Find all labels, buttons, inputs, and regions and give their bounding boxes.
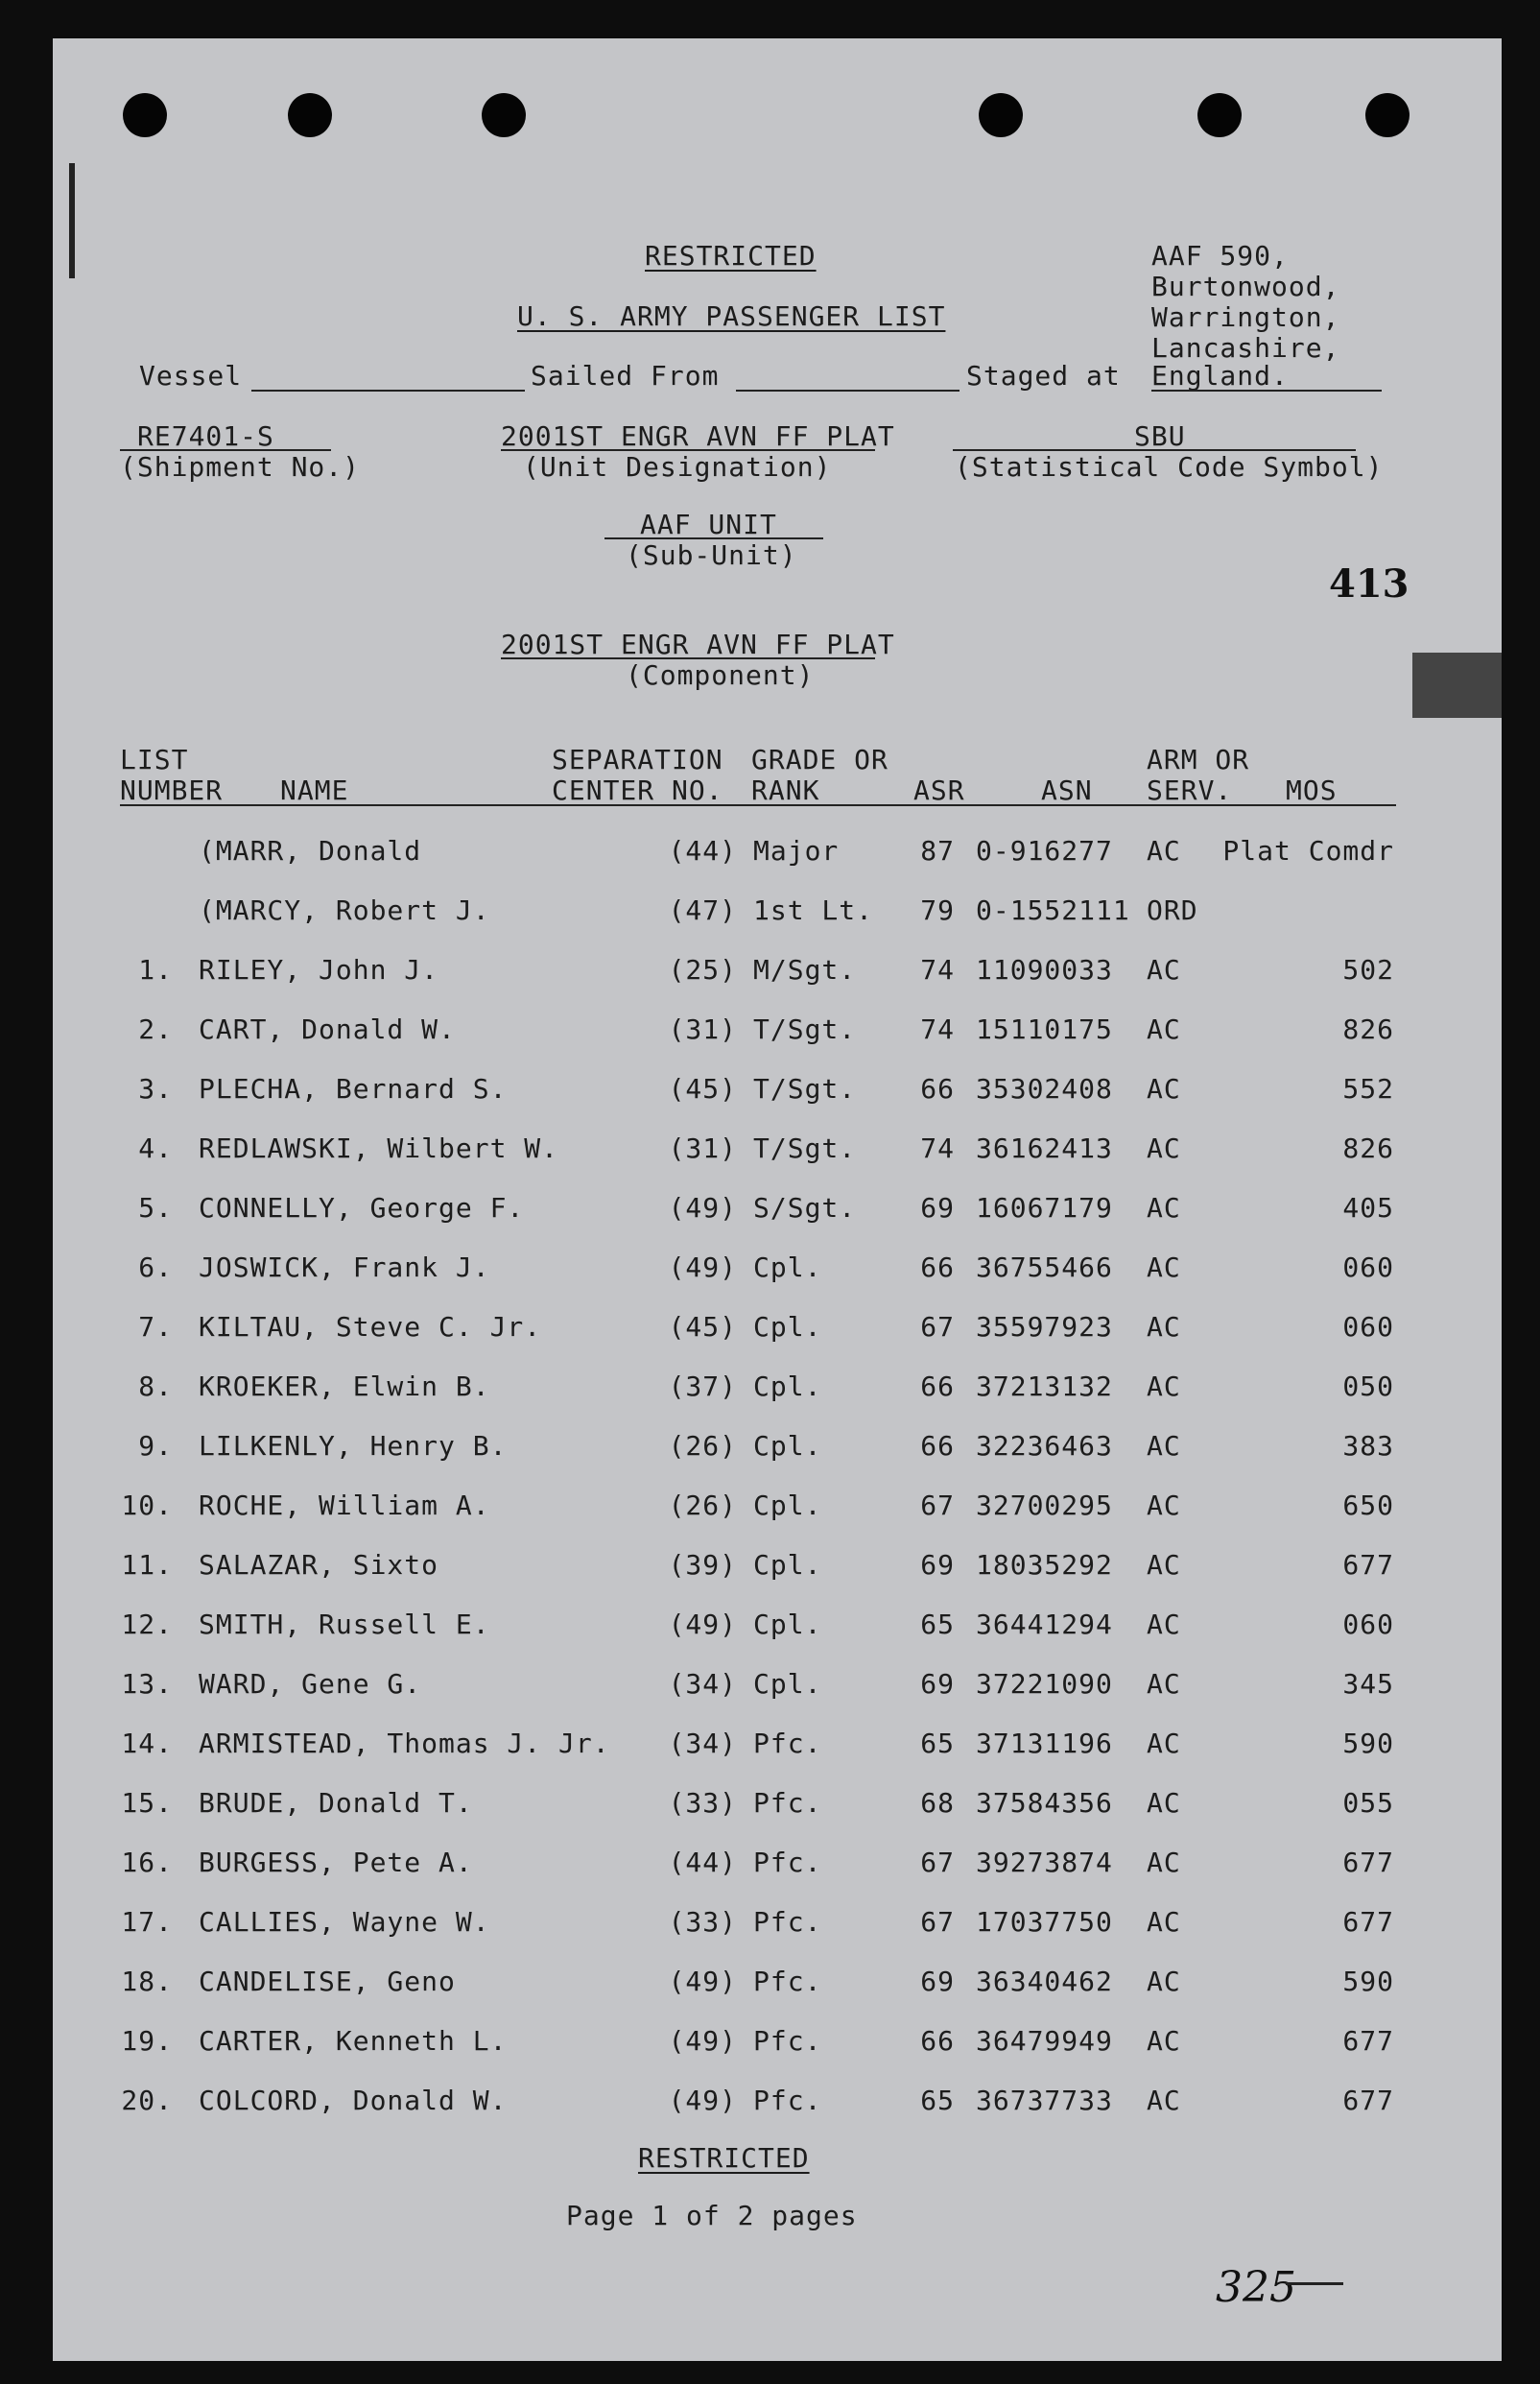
col-name: NAME	[280, 775, 349, 806]
row-name: (MARCY, Robert J.	[199, 894, 490, 926]
row-separation-center: (25)	[668, 954, 737, 986]
row-mos: 345	[1342, 1668, 1394, 1700]
row-asr: 74	[920, 954, 955, 986]
row-grade: Pfc.	[753, 1847, 822, 1878]
row-asn: 18035292	[976, 1549, 1113, 1581]
row-number: 10.	[121, 1490, 173, 1521]
row-name: REDLAWSKI, Wilbert W.	[199, 1132, 559, 1164]
row-number: 14.	[121, 1728, 173, 1759]
document-page	[53, 38, 1502, 2361]
col-grade-2: RANK	[751, 775, 820, 806]
row-asr: 74	[920, 1132, 955, 1164]
row-mos: 060	[1342, 1252, 1394, 1283]
row-asn: 16067179	[976, 1192, 1113, 1224]
row-asr: 68	[920, 1787, 955, 1819]
statistical-code-label: (Statistical Code Symbol)	[955, 451, 1384, 483]
row-separation-center: (49)	[668, 1609, 737, 1640]
row-arm: AC	[1147, 954, 1181, 986]
row-name: ARMISTEAD, Thomas J. Jr.	[199, 1728, 610, 1759]
header-rule	[120, 804, 1396, 806]
row-grade: Cpl.	[753, 1371, 822, 1402]
staged-at-label: Staged at	[966, 360, 1121, 392]
row-mos: 552	[1342, 1073, 1394, 1105]
row-arm: AC	[1147, 1966, 1181, 1997]
row-arm: AC	[1147, 1728, 1181, 1759]
row-number: 6.	[138, 1252, 173, 1283]
punch-hole	[482, 93, 526, 137]
punch-hole	[288, 93, 332, 137]
row-asr: 69	[920, 1668, 955, 1700]
row-name: RILEY, John J.	[199, 954, 439, 986]
row-mos: 405	[1342, 1192, 1394, 1224]
row-separation-center: (34)	[668, 1668, 737, 1700]
vessel-label: Vessel	[139, 360, 243, 392]
row-asr: 66	[920, 2025, 955, 2057]
col-asn: ASN	[1041, 775, 1093, 806]
row-name: CARTER, Kenneth L.	[199, 2025, 508, 2057]
row-mos: 502	[1342, 954, 1394, 986]
row-mos: 060	[1342, 1311, 1394, 1343]
row-separation-center: (45)	[668, 1311, 737, 1343]
row-grade: Cpl.	[753, 1490, 822, 1521]
station-line-3: Warrington,	[1151, 301, 1340, 333]
row-mos: 383	[1342, 1430, 1394, 1462]
row-number: 1.	[138, 954, 173, 986]
row-number: 13.	[121, 1668, 173, 1700]
handwritten-stroke	[1286, 2282, 1343, 2285]
row-name: SMITH, Russell E.	[199, 1609, 490, 1640]
row-asn: 37221090	[976, 1668, 1113, 1700]
row-asn: 36441294	[976, 1609, 1113, 1640]
row-mos: 590	[1342, 1728, 1394, 1759]
row-asn: 0-1552111	[976, 894, 1130, 926]
row-arm: AC	[1147, 2025, 1181, 2057]
row-arm: AC	[1147, 1847, 1181, 1878]
row-mos: 590	[1342, 1966, 1394, 1997]
col-arm-2: SERV.	[1147, 775, 1233, 806]
row-asn: 35302408	[976, 1073, 1113, 1105]
row-asr: 66	[920, 1371, 955, 1402]
row-number: 5.	[138, 1192, 173, 1224]
row-asr: 67	[920, 1311, 955, 1343]
row-separation-center: (47)	[668, 894, 737, 926]
row-arm: AC	[1147, 1132, 1181, 1164]
row-asr: 67	[920, 1906, 955, 1938]
row-grade: M/Sgt.	[753, 954, 857, 986]
staged-at-value: England.	[1151, 360, 1289, 392]
row-asn: 17037750	[976, 1906, 1113, 1938]
station-line-4: Lancashire,	[1151, 332, 1340, 364]
col-arm-1: ARM OR	[1147, 744, 1250, 775]
row-grade: Cpl.	[753, 1311, 822, 1343]
col-list-number-2: NUMBER	[120, 775, 224, 806]
row-asr: 65	[920, 2085, 955, 2116]
row-asn: 39273874	[976, 1847, 1113, 1878]
row-separation-center: (34)	[668, 1728, 737, 1759]
row-arm: AC	[1147, 1311, 1181, 1343]
row-name: (MARR, Donald	[199, 835, 422, 867]
sailed-from-blank	[736, 390, 960, 392]
row-name: CANDELISE, Geno	[199, 1966, 456, 1997]
row-number: 2.	[138, 1013, 173, 1045]
station-line-2: Burtonwood,	[1151, 271, 1340, 302]
row-arm: ORD	[1147, 894, 1198, 926]
row-separation-center: (37)	[668, 1371, 737, 1402]
gray-tab	[1412, 653, 1502, 718]
row-asn: 36479949	[976, 2025, 1113, 2057]
row-asr: 74	[920, 1013, 955, 1045]
row-asr: 79	[920, 894, 955, 926]
row-grade: Pfc.	[753, 1787, 822, 1819]
row-mos: 826	[1342, 1013, 1394, 1045]
handwritten-number: 325	[1216, 2263, 1296, 2312]
row-grade: Pfc.	[753, 1906, 822, 1938]
row-asr: 66	[920, 1073, 955, 1105]
shipment-label: (Shipment No.)	[120, 451, 361, 483]
row-separation-center: (39)	[668, 1549, 737, 1581]
row-number: 19.	[121, 2025, 173, 2057]
row-grade: Major	[753, 835, 840, 867]
row-mos: 826	[1342, 1132, 1394, 1164]
row-asr: 67	[920, 1847, 955, 1878]
unit-designation: 2001ST ENGR AVN FF PLAT	[501, 420, 895, 452]
row-asn: 36755466	[976, 1252, 1113, 1283]
row-mos: 677	[1342, 2025, 1394, 2057]
row-name: ROCHE, William A.	[199, 1490, 490, 1521]
row-mos: 650	[1342, 1490, 1394, 1521]
row-separation-center: (49)	[668, 1252, 737, 1283]
row-name: BRUDE, Donald T.	[199, 1787, 473, 1819]
row-grade: T/Sgt.	[753, 1013, 857, 1045]
row-number: 15.	[121, 1787, 173, 1819]
row-grade: 1st Lt.	[753, 894, 874, 926]
punch-hole	[979, 93, 1023, 137]
row-grade: Pfc.	[753, 2025, 822, 2057]
row-name: KROEKER, Elwin B.	[199, 1371, 490, 1402]
row-separation-center: (31)	[668, 1013, 737, 1045]
row-arm: AC	[1147, 1252, 1181, 1283]
document-title: U. S. ARMY PASSENGER LIST	[517, 300, 946, 332]
punch-hole	[123, 93, 167, 137]
row-asn: 37131196	[976, 1728, 1113, 1759]
row-number: 9.	[138, 1430, 173, 1462]
row-arm: AC	[1147, 1787, 1181, 1819]
row-asn: 37584356	[976, 1787, 1113, 1819]
row-separation-center: (33)	[668, 1906, 737, 1938]
component-label: (Component)	[626, 659, 815, 691]
row-mos: 677	[1342, 2085, 1394, 2116]
row-separation-center: (26)	[668, 1430, 737, 1462]
col-grade-1: GRADE OR	[751, 744, 888, 775]
row-name: CONNELLY, George F.	[199, 1192, 525, 1224]
row-asn: 32700295	[976, 1490, 1113, 1521]
col-list-number-1: LIST	[120, 744, 189, 775]
row-asn: 0-916277	[976, 835, 1113, 867]
row-separation-center: (33)	[668, 1787, 737, 1819]
row-number: 3.	[138, 1073, 173, 1105]
row-asr: 65	[920, 1609, 955, 1640]
row-asr: 66	[920, 1430, 955, 1462]
row-name: LILKENLY, Henry B.	[199, 1430, 508, 1462]
row-name: WARD, Gene G.	[199, 1668, 422, 1700]
col-mos: MOS	[1286, 775, 1338, 806]
row-arm: AC	[1147, 1013, 1181, 1045]
row-mos: 677	[1342, 1906, 1394, 1938]
row-asn: 36737733	[976, 2085, 1113, 2116]
row-arm: AC	[1147, 1073, 1181, 1105]
row-grade: Pfc.	[753, 2085, 822, 2116]
row-name: KILTAU, Steve C. Jr.	[199, 1311, 542, 1343]
row-grade: Cpl.	[753, 1609, 822, 1640]
vessel-blank	[251, 390, 525, 392]
row-asr: 69	[920, 1966, 955, 1997]
row-grade: Cpl.	[753, 1668, 822, 1700]
row-arm: AC	[1147, 2085, 1181, 2116]
component: 2001ST ENGR AVN FF PLAT	[501, 629, 895, 660]
row-grade: T/Sgt.	[753, 1073, 857, 1105]
staged-at-line	[1151, 390, 1382, 392]
row-separation-center: (44)	[668, 1847, 737, 1878]
row-asn: 37213132	[976, 1371, 1113, 1402]
row-separation-center: (31)	[668, 1132, 737, 1164]
row-name: CALLIES, Wayne W.	[199, 1906, 490, 1938]
col-sep-center-1: SEPARATION	[552, 744, 723, 775]
row-grade: Cpl.	[753, 1430, 822, 1462]
row-separation-center: (49)	[668, 2025, 737, 2057]
unit-designation-label: (Unit Designation)	[523, 451, 832, 483]
row-grade: Cpl.	[753, 1252, 822, 1283]
row-arm: AC	[1147, 1906, 1181, 1938]
row-separation-center: (49)	[668, 1192, 737, 1224]
row-name: BURGESS, Pete A.	[199, 1847, 473, 1878]
row-mos: 677	[1342, 1847, 1394, 1878]
row-arm: AC	[1147, 1549, 1181, 1581]
col-sep-center-2: CENTER NO.	[552, 775, 723, 806]
row-separation-center: (44)	[668, 835, 737, 867]
col-asr: ASR	[913, 775, 965, 806]
row-number: 18.	[121, 1966, 173, 1997]
punch-hole	[1365, 93, 1410, 137]
row-arm: AC	[1147, 1371, 1181, 1402]
row-separation-center: (26)	[668, 1490, 737, 1521]
page-stamp-number: 413	[1329, 561, 1410, 607]
row-mos: 060	[1342, 1609, 1394, 1640]
row-asn: 36340462	[976, 1966, 1113, 1997]
punch-hole	[1197, 93, 1242, 137]
row-name: JOSWICK, Frank J.	[199, 1252, 490, 1283]
row-asn: 36162413	[976, 1132, 1113, 1164]
row-number: 7.	[138, 1311, 173, 1343]
classification-top: RESTRICTED	[645, 240, 817, 272]
row-arm: AC	[1147, 1192, 1181, 1224]
row-asr: 65	[920, 1728, 955, 1759]
row-arm: AC	[1147, 1490, 1181, 1521]
row-grade: Cpl.	[753, 1549, 822, 1581]
row-asr: 67	[920, 1490, 955, 1521]
row-separation-center: (49)	[668, 1966, 737, 1997]
row-asn: 11090033	[976, 954, 1113, 986]
row-arm: AC	[1147, 1430, 1181, 1462]
row-separation-center: (49)	[668, 2085, 737, 2116]
station-line-1: AAF 590,	[1151, 240, 1289, 272]
row-number: 8.	[138, 1371, 173, 1402]
row-separation-center: (45)	[668, 1073, 737, 1105]
page-info: Page 1 of 2 pages	[566, 2200, 858, 2231]
row-grade: S/Sgt.	[753, 1192, 857, 1224]
row-number: 20.	[121, 2085, 173, 2116]
row-number: 4.	[138, 1132, 173, 1164]
row-asr: 69	[920, 1549, 955, 1581]
row-asn: 15110175	[976, 1013, 1113, 1045]
sub-unit-label: (Sub-Unit)	[626, 539, 797, 571]
row-name: SALAZAR, Sixto	[199, 1549, 439, 1581]
row-asn: 35597923	[976, 1311, 1113, 1343]
row-mos: 050	[1342, 1371, 1394, 1402]
row-name: PLECHA, Bernard S.	[199, 1073, 508, 1105]
row-number: 16.	[121, 1847, 173, 1878]
row-mos: 055	[1342, 1787, 1394, 1819]
row-name: COLCORD, Donald W.	[199, 2085, 508, 2116]
row-asr: 87	[920, 835, 955, 867]
row-mos: Plat Comdr	[1222, 835, 1394, 867]
classification-bottom: RESTRICTED	[638, 2142, 810, 2174]
row-asr: 66	[920, 1252, 955, 1283]
row-number: 11.	[121, 1549, 173, 1581]
shipment-number: RE7401-S	[137, 420, 274, 452]
statistical-code: SBU	[1134, 420, 1186, 452]
row-arm: AC	[1147, 835, 1181, 867]
row-arm: AC	[1147, 1668, 1181, 1700]
row-number: 17.	[121, 1906, 173, 1938]
row-mos: 677	[1342, 1549, 1394, 1581]
row-grade: Pfc.	[753, 1728, 822, 1759]
row-asr: 69	[920, 1192, 955, 1224]
row-grade: Pfc.	[753, 1966, 822, 1997]
margin-mark	[69, 163, 75, 278]
row-arm: AC	[1147, 1609, 1181, 1640]
row-grade: T/Sgt.	[753, 1132, 857, 1164]
sub-unit: AAF UNIT	[640, 509, 777, 540]
row-asn: 32236463	[976, 1430, 1113, 1462]
sailed-from-label: Sailed From	[531, 360, 720, 392]
row-name: CART, Donald W.	[199, 1013, 456, 1045]
row-number: 12.	[121, 1609, 173, 1640]
